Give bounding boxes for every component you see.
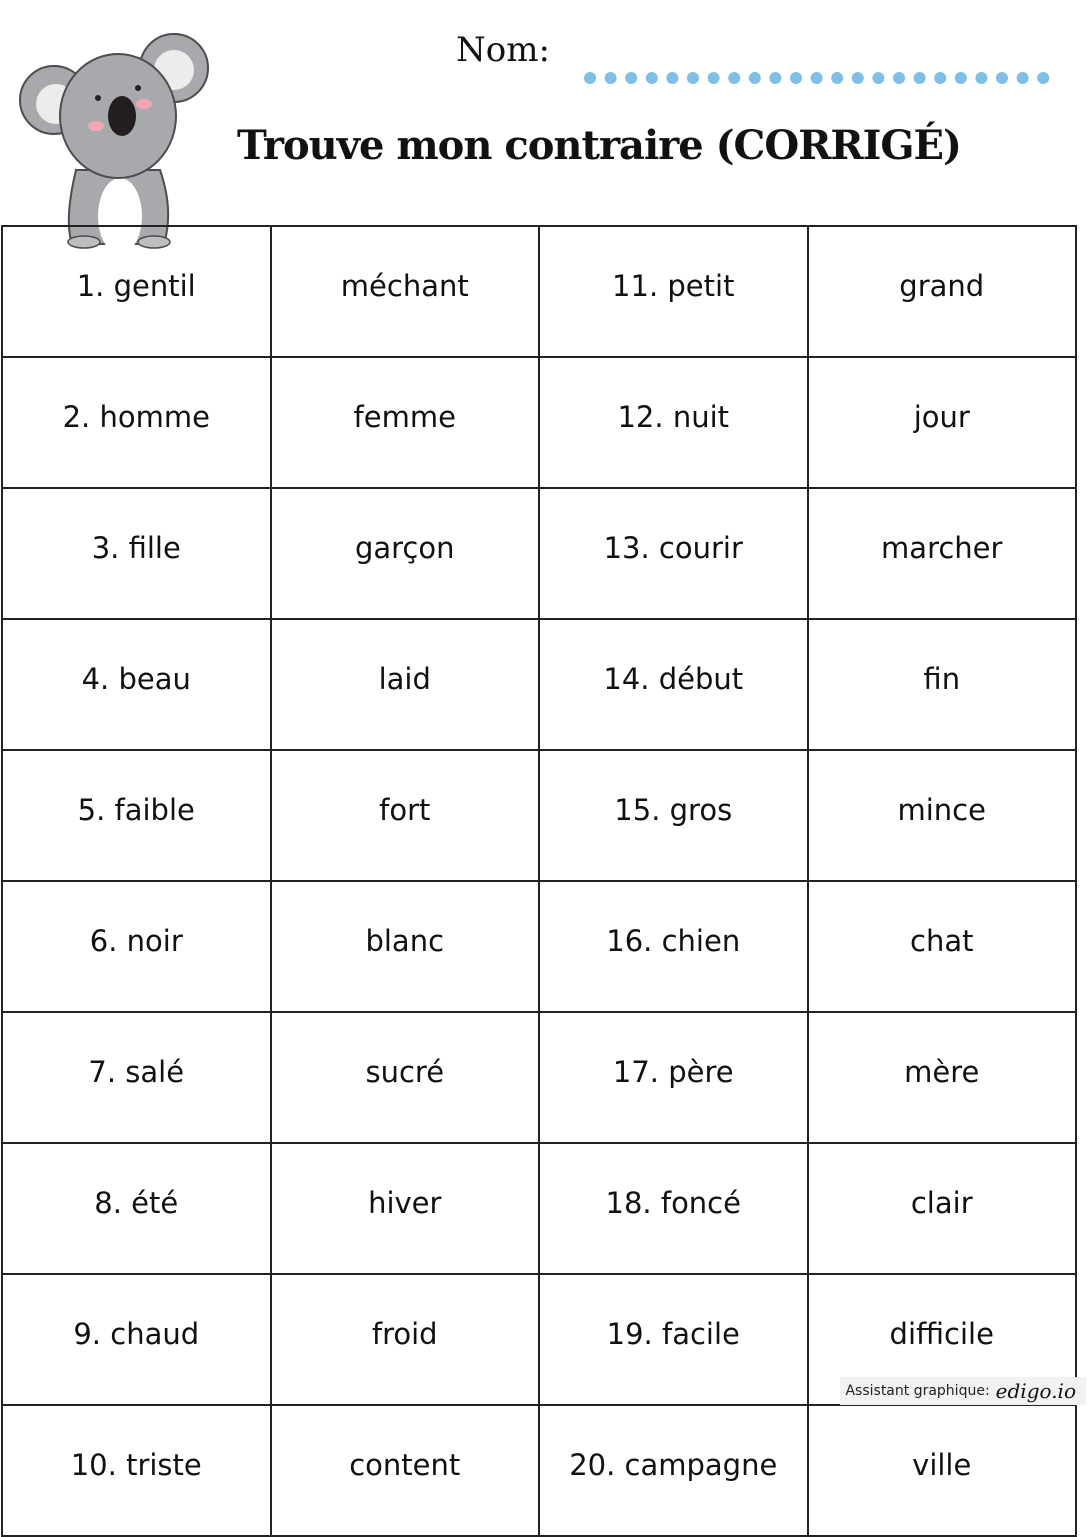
answer-cell: fort	[271, 750, 540, 881]
dot-mark	[605, 72, 617, 84]
answer-cell: content	[271, 1405, 540, 1536]
dot-mark	[728, 72, 740, 84]
dot-mark	[790, 72, 802, 84]
word-cell: 10. triste	[2, 1405, 271, 1536]
dot-mark	[625, 72, 637, 84]
dot-mark	[769, 72, 781, 84]
answer-cell: grand	[808, 226, 1077, 357]
answer-cell: blanc	[271, 881, 540, 1012]
dot-mark	[934, 72, 946, 84]
table-row	[2, 357, 1076, 488]
dot-mark	[687, 72, 699, 84]
word-cell: 3. fille	[2, 488, 271, 619]
dot-mark	[811, 72, 823, 84]
dot-mark	[996, 72, 1008, 84]
answer-cell: garçon	[271, 488, 540, 619]
dot-mark	[955, 72, 967, 84]
answer-cell: marcher	[808, 488, 1077, 619]
word-cell: 4. beau	[2, 619, 271, 750]
answer-cell: mère	[808, 1012, 1077, 1143]
word-cell: 11. petit	[539, 226, 808, 357]
answer-cell: méchant	[271, 226, 540, 357]
word-cell: 8. été	[2, 1143, 271, 1274]
antonym-table	[1, 225, 1077, 1537]
word-cell: 19. facile	[539, 1274, 808, 1405]
word-cell: 2. homme	[2, 357, 271, 488]
table-row	[2, 1012, 1076, 1143]
answer-cell: jour	[808, 357, 1077, 488]
table-row	[2, 226, 1076, 357]
table-row	[2, 619, 1076, 750]
footer-label: Assistant graphique:	[845, 1383, 990, 1399]
word-cell: 14. début	[539, 619, 808, 750]
dot-mark	[708, 72, 720, 84]
dot-mark	[1017, 72, 1029, 84]
answer-cell: ville	[808, 1405, 1077, 1536]
page-title: Trouve mon contraire (CORRIGÉ)	[237, 122, 961, 169]
answer-cell: chat	[808, 881, 1077, 1012]
dot-mark	[646, 72, 658, 84]
dot-mark	[975, 72, 987, 84]
name-dotted-line[interactable]	[582, 66, 1062, 90]
dot-mark	[852, 72, 864, 84]
answer-cell: hiver	[271, 1143, 540, 1274]
dot-mark	[584, 72, 596, 84]
word-cell: 5. faible	[2, 750, 271, 881]
dot-mark	[666, 72, 678, 84]
answer-cell: femme	[271, 357, 540, 488]
word-cell: 17. père	[539, 1012, 808, 1143]
word-cell: 6. noir	[2, 881, 271, 1012]
table-row	[2, 488, 1076, 619]
dot-mark	[749, 72, 761, 84]
dot-mark	[893, 72, 905, 84]
answer-cell: sucré	[271, 1012, 540, 1143]
word-cell: 13. courir	[539, 488, 808, 619]
dot-mark	[872, 72, 884, 84]
word-cell: 7. salé	[2, 1012, 271, 1143]
table-row	[2, 750, 1076, 881]
dot-mark	[914, 72, 926, 84]
word-cell: 15. gros	[539, 750, 808, 881]
table-row	[2, 881, 1076, 1012]
word-cell: 1. gentil	[2, 226, 271, 357]
table-row	[2, 1405, 1076, 1536]
answer-cell: fin	[808, 619, 1077, 750]
name-label: Nom:	[456, 30, 550, 70]
answer-cell: laid	[271, 619, 540, 750]
dot-mark	[1037, 72, 1049, 84]
word-cell: 9. chaud	[2, 1274, 271, 1405]
footer-brand-link[interactable]: edigo.io	[995, 1379, 1076, 1403]
word-cell: 12. nuit	[539, 357, 808, 488]
word-cell: 20. campagne	[539, 1405, 808, 1536]
word-cell: 16. chien	[539, 881, 808, 1012]
dot-mark	[831, 72, 843, 84]
word-cell: 18. foncé	[539, 1143, 808, 1274]
answer-cell: clair	[808, 1143, 1077, 1274]
table-row	[2, 1143, 1076, 1274]
answer-cell: difficile	[808, 1274, 1077, 1405]
footer-credit	[840, 1377, 1086, 1405]
answer-cell: froid	[271, 1274, 540, 1405]
answer-cell: mince	[808, 750, 1077, 881]
